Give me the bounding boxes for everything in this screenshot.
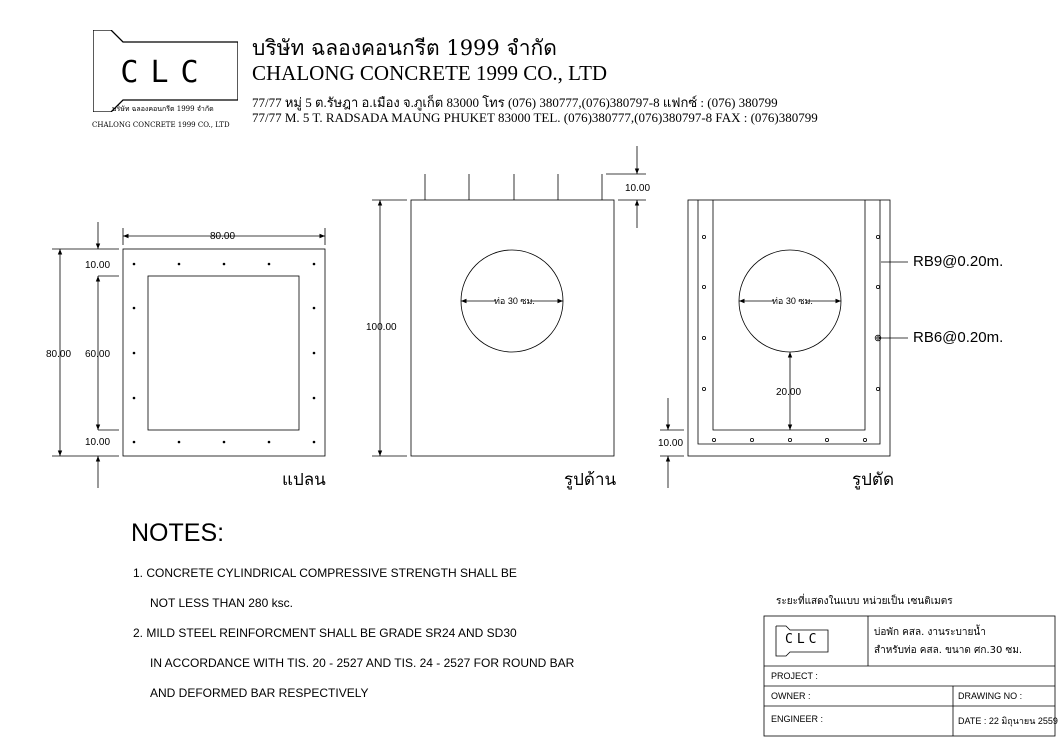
section-dim-base: 10.00 [658, 438, 684, 449]
elevation-dim-height: 100.00 [366, 322, 397, 333]
plan-inner-opening [148, 276, 299, 430]
rebar-label-rb9: RB9@0.20m. [913, 253, 1004, 270]
section-rebar-line [698, 200, 880, 444]
plan-label: แปลน [282, 470, 326, 490]
address-th: 77/77 หมู่ 5 ต.รัษฎา อ.เมือง จ.ภูเก็ต 83000 โทร (076) 380777,(076)380797-8 แฟกซ์ : (076) 380799 [252, 95, 778, 110]
owner-field: OWNER : [771, 691, 811, 701]
unit-note: ระยะที่แสดงในแบบ หน่วยเป็น เซนติเมตร [776, 596, 953, 607]
plan-dim-top: 10.00 [85, 260, 111, 271]
section-label: รูปตัด [852, 470, 895, 490]
engineer-field: ENGINEER : [771, 714, 824, 724]
company-name-en: CHALONG CONCRETE 1999 CO., LTD [252, 61, 608, 85]
section-view [660, 200, 908, 488]
title-block-logo: CLC [785, 632, 821, 647]
plan-outer-wall [123, 249, 325, 456]
logo-subtitle-th: บริษัท ฉลองคอนกรีต 1999 จำกัด [112, 105, 214, 113]
section-rebar-dots [702, 235, 880, 441]
elevation-dim-top: 10.00 [625, 183, 651, 194]
logo-subtitle-en: CHALONG CONCRETE 1999 CO., LTD [92, 121, 230, 129]
title-block-title-1: บ่อพัก คสล. งานระบายน้ำ [874, 627, 986, 638]
note-line-4: IN ACCORDANCE WITH TIS. 20 - 2527 AND TIS. 24 - 2527 FOR ROUND BAR [150, 656, 575, 670]
address-en: 77/77 M. 5 T. RADSADA MAUNG PHUKET 83000 TEL. (076)380777,(076)380797-8 FAX : (076)380799 [252, 110, 818, 125]
note-line-1: 1. CONCRETE CYLINDRICAL COMPRESSIVE STRENGTH SHALL BE [133, 566, 517, 580]
drawing-no-field: DRAWING NO : [958, 691, 1023, 701]
company-name-th: บริษัท ฉลองคอนกรีต 1999 จำกัด [252, 36, 557, 60]
plan-dim-mid: 60.00 [85, 349, 111, 360]
logo-letters: CLC [120, 55, 211, 90]
elevation-label: รูปด้าน [564, 470, 617, 490]
elevation-wall [411, 200, 614, 456]
section-dim-invert: 20.00 [776, 387, 802, 398]
plan-dim-bottom: 10.00 [85, 437, 111, 448]
note-line-2: NOT LESS THAN 280 ksc. [150, 596, 293, 610]
section-outer-wall [688, 200, 890, 456]
plan-rebar-dots [133, 263, 316, 444]
rebar-label-rb6: RB6@0.20m. [913, 329, 1004, 346]
note-line-3: 2. MILD STEEL REINFORCMENT SHALL BE GRADE SR24 AND SD30 [133, 626, 517, 640]
plan-dim-height: 80.00 [46, 349, 72, 360]
title-block-title-2: สำหรับท่อ คสล. ขนาด ศก.30 ซม. [874, 645, 1023, 656]
date-field: DATE : 22 มิถุนายน 2559 [958, 716, 1058, 726]
plan-dim-width: 80.00 [210, 231, 236, 242]
notes-title: NOTES: [131, 519, 225, 547]
note-line-5: AND DEFORMED BAR RESPECTIVELY [150, 686, 369, 700]
project-field: PROJECT : [771, 671, 818, 681]
elevation-pipe-label: ท่อ 30 ซม. [494, 296, 535, 306]
section-pipe-label: ท่อ 30 ซม. [772, 296, 813, 306]
